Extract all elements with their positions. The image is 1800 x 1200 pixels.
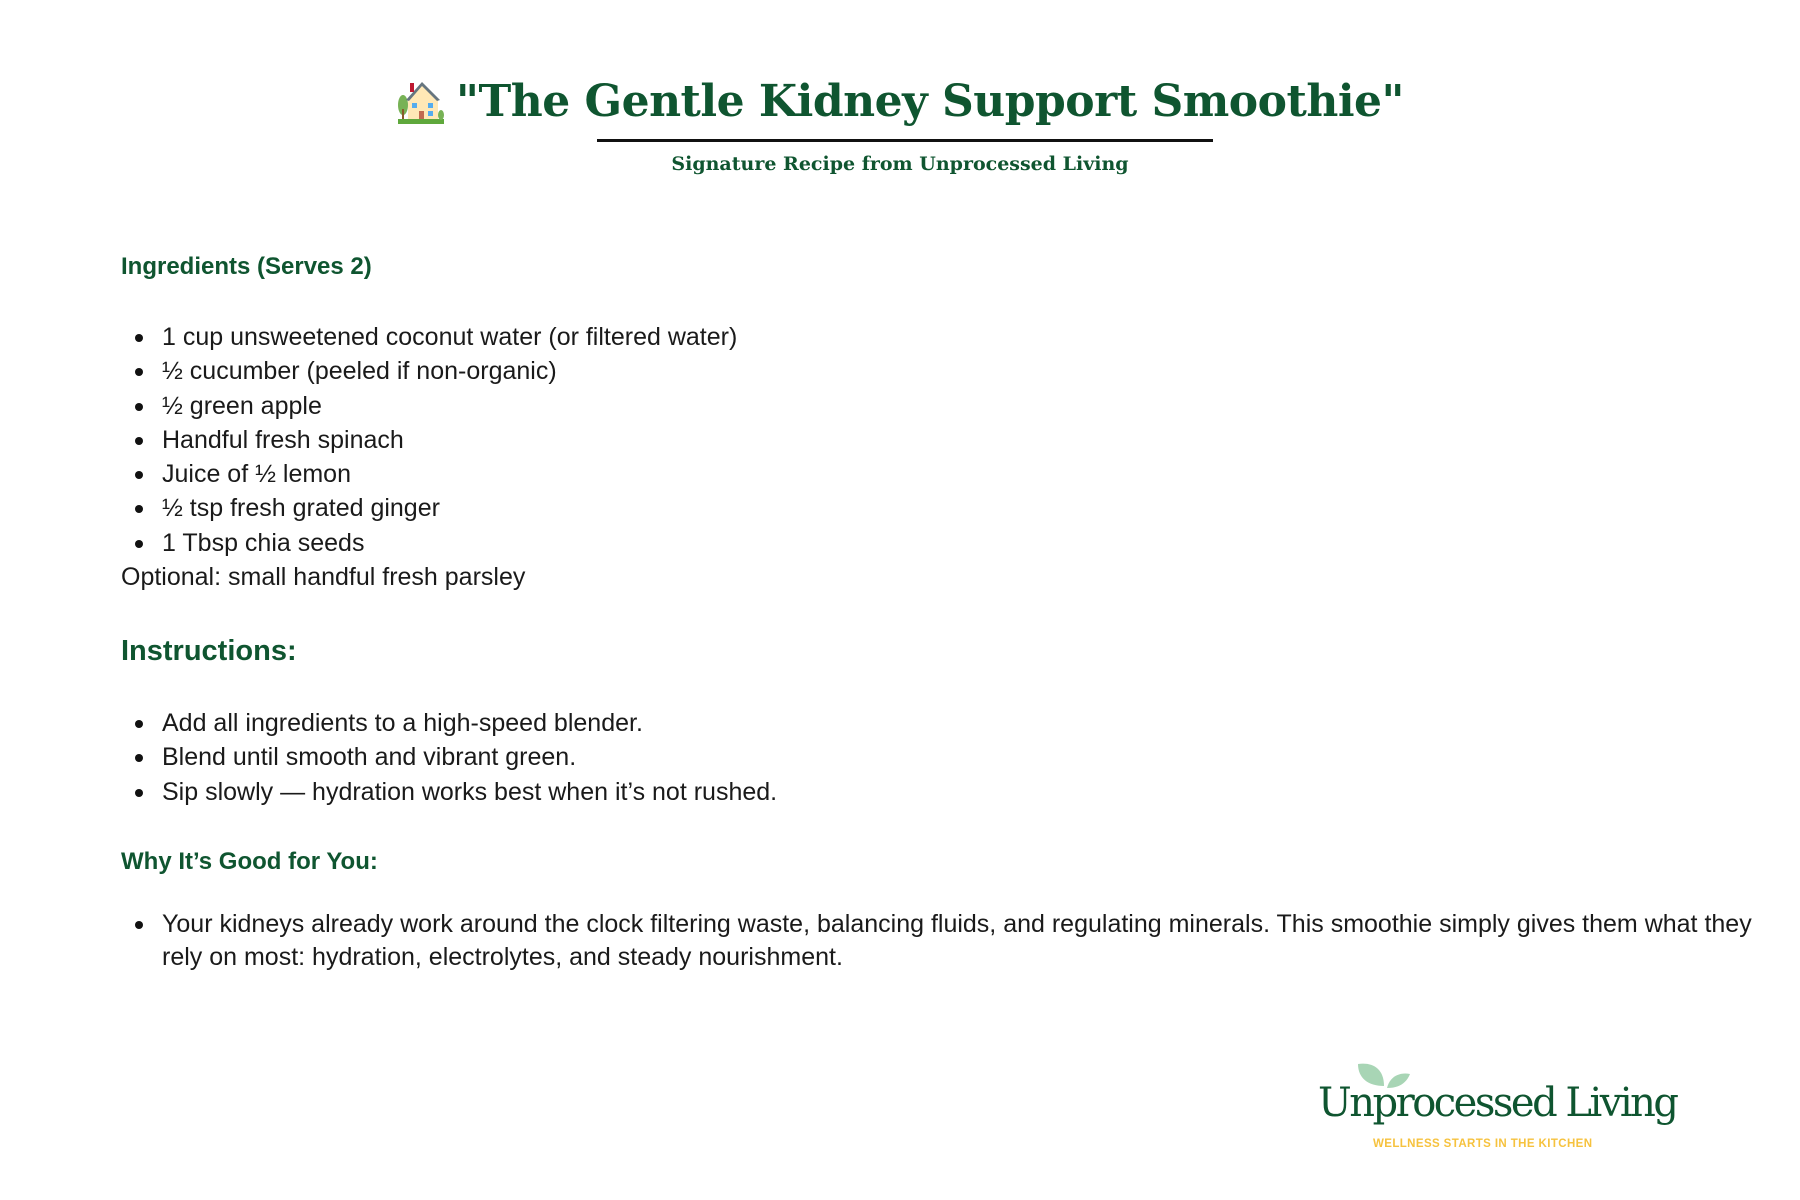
why-item: Your kidneys already work around the clock filtering waste, balancing fluids, and regulating minerals. This smoothie simply gives them what they rely on most: hydration, electrolytes, and steady nourishment. — [162, 908, 1772, 973]
instruction-item: Add all ingredients to a high-speed blender. — [162, 706, 777, 740]
ingredient-item: 1 cup unsweetened coconut water (or filtered water) — [162, 320, 737, 354]
why-list — [121, 908, 1772, 973]
instruction-item: Blend until smooth and vibrant green. — [162, 740, 777, 774]
ingredients-heading: Ingredients (Serves 2) — [121, 253, 372, 280]
instructions-heading: Instructions: — [121, 635, 297, 667]
ingredient-item: Handful fresh spinach — [162, 423, 737, 457]
instructions-list — [121, 706, 777, 809]
ingredient-item: ½ tsp fresh grated ginger — [162, 491, 737, 525]
title-divider — [597, 139, 1213, 142]
page-title: "The Gentle Kidney Support Smoothie" — [456, 76, 1404, 127]
ingredient-item: ½ cucumber (peeled if non-organic) — [162, 354, 737, 388]
page-title-row — [396, 74, 1404, 130]
ingredient-item: Juice of ½ lemon — [162, 457, 737, 491]
instruction-item: Sip slowly — hydration works best when it’s not rushed. — [162, 775, 777, 809]
optional-ingredient: Optional: small handful fresh parsley — [121, 563, 526, 591]
page-subtitle: Signature Recipe from Unprocessed Living — [671, 153, 1129, 175]
ingredients-list — [121, 320, 737, 560]
brand-logo — [1318, 1058, 1678, 1148]
logo-tagline: WELLNESS STARTS IN THE KITCHEN — [1373, 1138, 1593, 1150]
house-with-garden-icon — [396, 79, 446, 125]
ingredient-item: 1 Tbsp chia seeds — [162, 526, 737, 560]
ingredient-item: ½ green apple — [162, 389, 737, 423]
why-heading: Why It’s Good for You: — [121, 848, 378, 875]
title-container — [0, 74, 1800, 130]
logo-wordmark: Unprocessed Living — [1318, 1080, 1677, 1126]
